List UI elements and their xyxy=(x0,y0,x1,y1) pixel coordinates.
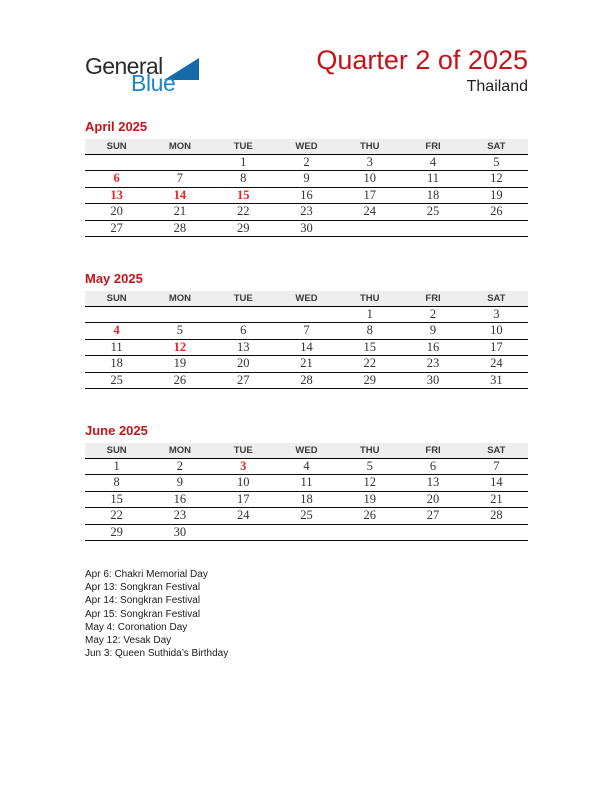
weekday-header-cell: MON xyxy=(148,291,211,306)
weekday-header-cell: THU xyxy=(338,139,401,154)
holiday-item: Apr 14: Songkran Festival xyxy=(85,595,201,607)
day-cell: 5 xyxy=(338,458,401,475)
weekday-header-cell: WED xyxy=(275,139,338,154)
day-cell: 27 xyxy=(212,372,275,389)
day-cell: 17 xyxy=(465,339,528,356)
month-calendar-table xyxy=(85,139,528,237)
day-cell: 13 xyxy=(212,339,275,356)
empty-day-cell xyxy=(465,524,528,541)
week-row xyxy=(85,372,528,389)
weekday-header-cell: MON xyxy=(148,139,211,154)
day-cell: 26 xyxy=(338,508,401,525)
day-cell: 19 xyxy=(148,356,211,373)
holiday-item: Jun 3: Queen Suthida’s Birthday xyxy=(85,648,229,660)
holiday-item: May 4: Coronation Day xyxy=(85,621,188,633)
day-cell: 1 xyxy=(85,458,148,475)
day-cell: 15 xyxy=(338,339,401,356)
day-cell: 24 xyxy=(338,204,401,221)
day-cell: 23 xyxy=(148,508,211,525)
weekday-header-cell: FRI xyxy=(401,139,464,154)
weekday-header-cell: TUE xyxy=(212,443,275,458)
empty-day-cell xyxy=(275,306,338,323)
day-cell: 26 xyxy=(148,372,211,389)
empty-day-cell xyxy=(212,524,275,541)
day-cell: 2 xyxy=(275,154,338,171)
day-cell: 3 xyxy=(338,154,401,171)
day-cell: 10 xyxy=(338,171,401,188)
weekday-header-row xyxy=(85,443,528,458)
day-cell: 1 xyxy=(212,154,275,171)
day-cell: 4 xyxy=(275,458,338,475)
week-row xyxy=(85,187,528,204)
week-row xyxy=(85,204,528,221)
day-cell: 2 xyxy=(401,306,464,323)
months-container xyxy=(85,119,528,541)
weekday-header-cell: FRI xyxy=(401,443,464,458)
day-cell: 12 xyxy=(465,171,528,188)
week-row xyxy=(85,220,528,237)
week-row xyxy=(85,306,528,323)
day-cell: 27 xyxy=(85,220,148,237)
holiday-day-cell: 14 xyxy=(148,187,211,204)
day-cell: 2 xyxy=(148,458,211,475)
holiday-item: Apr 13: Songkran Festival xyxy=(85,582,201,594)
day-cell: 30 xyxy=(148,524,211,541)
day-cell: 7 xyxy=(275,323,338,340)
day-cell: 30 xyxy=(275,220,338,237)
day-cell: 6 xyxy=(212,323,275,340)
empty-day-cell xyxy=(148,306,211,323)
day-cell: 17 xyxy=(212,491,275,508)
day-cell: 18 xyxy=(85,356,148,373)
day-cell: 19 xyxy=(338,491,401,508)
day-cell: 25 xyxy=(401,204,464,221)
day-cell: 15 xyxy=(85,491,148,508)
day-cell: 4 xyxy=(401,154,464,171)
day-cell: 22 xyxy=(338,356,401,373)
day-cell: 13 xyxy=(401,475,464,492)
day-cell: 21 xyxy=(148,204,211,221)
day-cell: 11 xyxy=(85,339,148,356)
week-row xyxy=(85,154,528,171)
week-row xyxy=(85,356,528,373)
weekday-header-cell: WED xyxy=(275,291,338,306)
month-calendar-table xyxy=(85,443,528,541)
week-row xyxy=(85,171,528,188)
weekday-header-cell: TUE xyxy=(212,291,275,306)
day-cell: 9 xyxy=(148,475,211,492)
weekday-header-cell: SAT xyxy=(465,139,528,154)
day-cell: 22 xyxy=(85,508,148,525)
holiday-list xyxy=(85,568,528,660)
weekday-header-cell: SUN xyxy=(85,139,148,154)
page-title: Quarter 2 of 2025 xyxy=(316,45,528,75)
day-cell: 29 xyxy=(212,220,275,237)
day-cell: 1 xyxy=(338,306,401,323)
day-cell: 30 xyxy=(401,372,464,389)
day-cell: 3 xyxy=(465,306,528,323)
day-cell: 29 xyxy=(85,524,148,541)
day-cell: 20 xyxy=(212,356,275,373)
day-cell: 8 xyxy=(338,323,401,340)
day-cell: 25 xyxy=(275,508,338,525)
day-cell: 5 xyxy=(148,323,211,340)
weekday-header-cell: THU xyxy=(338,443,401,458)
day-cell: 28 xyxy=(275,372,338,389)
month-title: April 2025 xyxy=(85,119,148,134)
weekday-header-cell: SAT xyxy=(465,291,528,306)
empty-day-cell xyxy=(275,524,338,541)
day-cell: 8 xyxy=(212,171,275,188)
empty-day-cell xyxy=(401,220,464,237)
day-cell: 25 xyxy=(85,372,148,389)
day-cell: 9 xyxy=(275,171,338,188)
month-calendar-table xyxy=(85,291,528,389)
empty-day-cell xyxy=(338,220,401,237)
day-cell: 14 xyxy=(275,339,338,356)
holiday-day-cell: 12 xyxy=(148,339,211,356)
month-section xyxy=(85,119,528,237)
holiday-day-cell: 4 xyxy=(85,323,148,340)
day-cell: 21 xyxy=(465,491,528,508)
day-cell: 22 xyxy=(212,204,275,221)
general-blue-logo xyxy=(85,46,199,95)
empty-day-cell xyxy=(85,154,148,171)
logo-text-general: General xyxy=(85,53,163,79)
page-header xyxy=(85,46,528,96)
day-cell: 16 xyxy=(401,339,464,356)
week-row xyxy=(85,458,528,475)
week-row xyxy=(85,475,528,492)
weekday-header-cell: SAT xyxy=(465,443,528,458)
holiday-item: Apr 15: Songkran Festival xyxy=(85,608,201,620)
day-cell: 7 xyxy=(465,458,528,475)
day-cell: 27 xyxy=(401,508,464,525)
page-subtitle: Thailand xyxy=(466,78,528,95)
day-cell: 28 xyxy=(148,220,211,237)
day-cell: 18 xyxy=(401,187,464,204)
holiday-day-cell: 15 xyxy=(212,187,275,204)
holiday-day-cell: 6 xyxy=(85,171,148,188)
empty-day-cell xyxy=(148,154,211,171)
day-cell: 14 xyxy=(465,475,528,492)
week-row xyxy=(85,339,528,356)
weekday-header-cell: TUE xyxy=(212,139,275,154)
day-cell: 9 xyxy=(401,323,464,340)
day-cell: 24 xyxy=(212,508,275,525)
month-title: June 2025 xyxy=(85,423,148,438)
day-cell: 11 xyxy=(275,475,338,492)
day-cell: 18 xyxy=(275,491,338,508)
week-row xyxy=(85,323,528,340)
day-cell: 17 xyxy=(338,187,401,204)
week-row xyxy=(85,491,528,508)
empty-day-cell xyxy=(212,306,275,323)
weekday-header-row xyxy=(85,139,528,154)
day-cell: 23 xyxy=(401,356,464,373)
weekday-header-cell: SUN xyxy=(85,443,148,458)
day-cell: 20 xyxy=(401,491,464,508)
weekday-header-cell: FRI xyxy=(401,291,464,306)
week-row xyxy=(85,524,528,541)
empty-day-cell xyxy=(85,306,148,323)
day-cell: 10 xyxy=(212,475,275,492)
month-title: May 2025 xyxy=(85,271,143,286)
day-cell: 16 xyxy=(148,491,211,508)
day-cell: 29 xyxy=(338,372,401,389)
weekday-header-cell: MON xyxy=(148,443,211,458)
day-cell: 31 xyxy=(465,372,528,389)
month-section xyxy=(85,423,528,541)
day-cell: 10 xyxy=(465,323,528,340)
empty-day-cell xyxy=(338,524,401,541)
day-cell: 11 xyxy=(401,171,464,188)
day-cell: 8 xyxy=(85,475,148,492)
holiday-item: May 12: Vesak Day xyxy=(85,635,172,647)
day-cell: 16 xyxy=(275,187,338,204)
day-cell: 6 xyxy=(401,458,464,475)
day-cell: 20 xyxy=(85,204,148,221)
empty-day-cell xyxy=(465,220,528,237)
day-cell: 24 xyxy=(465,356,528,373)
week-row xyxy=(85,508,528,525)
day-cell: 26 xyxy=(465,204,528,221)
day-cell: 23 xyxy=(275,204,338,221)
weekday-header-cell: WED xyxy=(275,443,338,458)
weekday-header-row xyxy=(85,291,528,306)
logo-text-blue: Blue xyxy=(131,70,176,96)
month-section xyxy=(85,271,528,389)
day-cell: 28 xyxy=(465,508,528,525)
weekday-header-cell: SUN xyxy=(85,291,148,306)
holiday-day-cell: 3 xyxy=(212,458,275,475)
weekday-header-cell: THU xyxy=(338,291,401,306)
day-cell: 12 xyxy=(338,475,401,492)
holiday-day-cell: 13 xyxy=(85,187,148,204)
empty-day-cell xyxy=(401,524,464,541)
day-cell: 5 xyxy=(465,154,528,171)
holiday-item: Apr 6: Chakri Memorial Day xyxy=(85,569,208,580)
day-cell: 21 xyxy=(275,356,338,373)
day-cell: 19 xyxy=(465,187,528,204)
day-cell: 7 xyxy=(148,171,211,188)
